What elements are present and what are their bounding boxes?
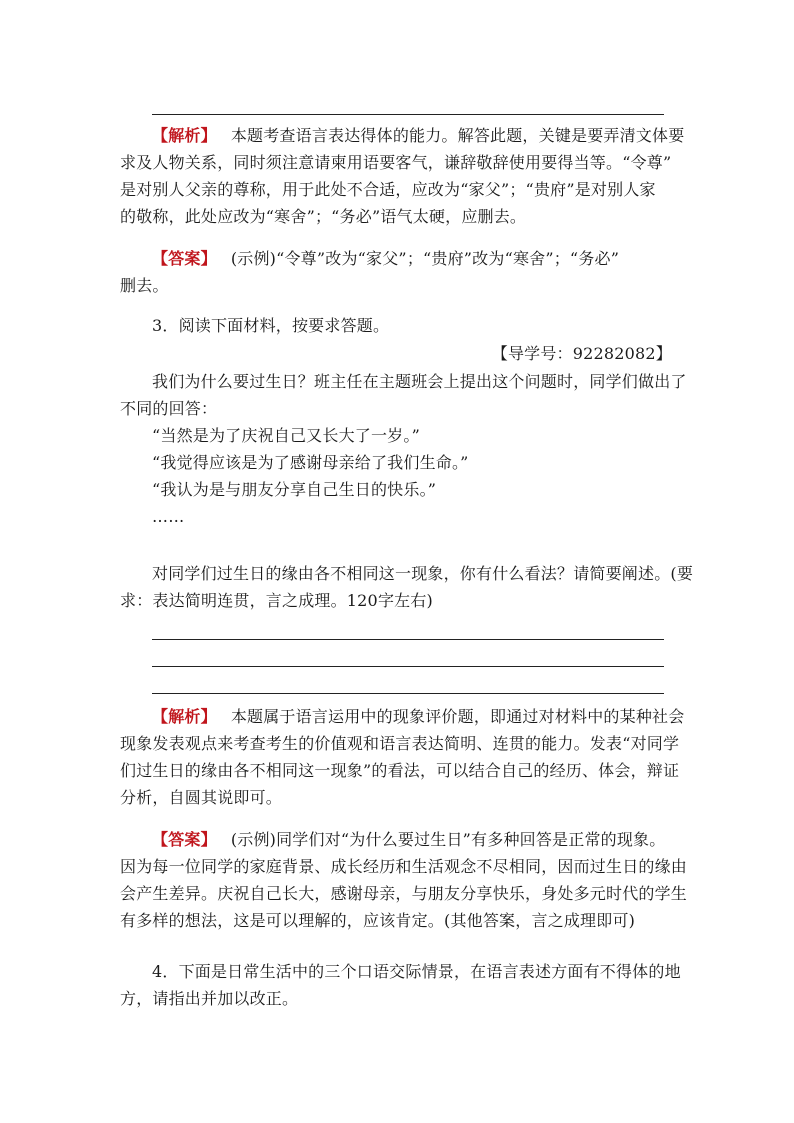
question-prompt: 4．下面是日常生活中的三个口语交际情景，在语言表述方面有不得体的地 bbox=[152, 962, 681, 981]
answer-tag: 【答案】 bbox=[152, 249, 217, 268]
answer-text-line: 有多样的想法，这是可以理解的，应该肯定。(其他答案，言之成理即可) bbox=[120, 911, 636, 930]
analysis-text-line: 的敬称，此处应改为“寒舍”；“务必”语气太硬，应删去。 bbox=[120, 207, 527, 226]
answer-text-line: (示例)“令尊”改为“家父”；“贵府”改为“寒舍”；“务必” bbox=[230, 249, 620, 268]
material-line: 不同的回答： bbox=[120, 399, 218, 418]
answer-text-line: 删去。 bbox=[120, 276, 169, 295]
task-line: 求：表达简明连贯，言之成理。120字左右) bbox=[120, 591, 433, 610]
q3-study-code bbox=[120, 340, 672, 367]
q4-prompt bbox=[120, 958, 681, 1012]
answer-blank-line bbox=[152, 666, 664, 667]
q3-material bbox=[120, 368, 687, 530]
analysis-text-line: 现象发表观点来考查考生的价值观和语言表达简明、连贯的能力。发表“对同学 bbox=[120, 734, 680, 753]
task-line: 对同学们过生日的缘由各不相同这一现象，你有什么看法？请简要阐述。(要 bbox=[152, 564, 694, 583]
answer-text-line: 因为每一位同学的家庭背景、成长经历和生活观念不尽相同，因而过生日的缘由 bbox=[120, 857, 688, 876]
analysis-text-line: 是对别人父亲的尊称，用于此处不合适，应改为“家父”；“贵府”是对别人家 bbox=[120, 180, 656, 199]
analysis-text-line: 求及人物关系，同时须注意请柬用语要客气，谦辞敬辞使用要得当等。“令尊” bbox=[120, 153, 672, 172]
quote-line: “我觉得应该是为了感谢母亲给了我们生命。” bbox=[152, 453, 469, 472]
answer-blank-line bbox=[152, 639, 664, 640]
q3-prompt bbox=[120, 312, 672, 339]
answer-text-line: (示例)同学们对“为什么要过生日”有多种回答是正常的现象。 bbox=[230, 830, 666, 849]
analysis-text-line: 们过生日的缘由各不相同这一现象”的看法，可以结合自己的经历、体会，辩证 bbox=[120, 761, 680, 780]
material-line: 我们为什么要过生日？班主任在主题班会上提出这个问题时，同学们做出了 bbox=[152, 372, 687, 391]
q3-analysis bbox=[120, 703, 685, 811]
analysis-text-line: 本题属于语言运用中的现象评价题，即通过对材料中的某种社会 bbox=[230, 707, 685, 726]
analysis-tag: 【解析】 bbox=[152, 126, 217, 145]
question-prompt: 3．阅读下面材料，按要求答题。 bbox=[152, 316, 390, 335]
q3-answer bbox=[120, 826, 688, 934]
q2-analysis bbox=[120, 122, 685, 230]
analysis-text-line: 分析，自圆其说即可。 bbox=[120, 788, 283, 807]
answer-blank-line bbox=[152, 114, 664, 115]
q2-answer bbox=[120, 245, 672, 299]
analysis-tag: 【解析】 bbox=[152, 707, 217, 726]
answer-tag: 【答案】 bbox=[152, 830, 217, 849]
answer-text-line: 会产生差异。庆祝自己长大，感谢母亲，与朋友分享快乐，身处多元时代的学生 bbox=[120, 884, 688, 903]
answer-blank-line bbox=[152, 693, 664, 694]
analysis-text-line: 本题考查语言表达得体的能力。解答此题，关键是要弄清文体要 bbox=[230, 126, 685, 145]
question-prompt: 方，请指出并加以改正。 bbox=[120, 989, 299, 1008]
quote-line: “当然是为了庆祝自己又长大了一岁。” bbox=[152, 426, 420, 445]
quote-line: “我认为是与朋友分享自己生日的快乐。” bbox=[152, 480, 437, 499]
ellipsis: …… bbox=[152, 507, 185, 526]
study-code: 【导学号：92282082】 bbox=[491, 344, 672, 363]
q3-task bbox=[120, 560, 694, 614]
